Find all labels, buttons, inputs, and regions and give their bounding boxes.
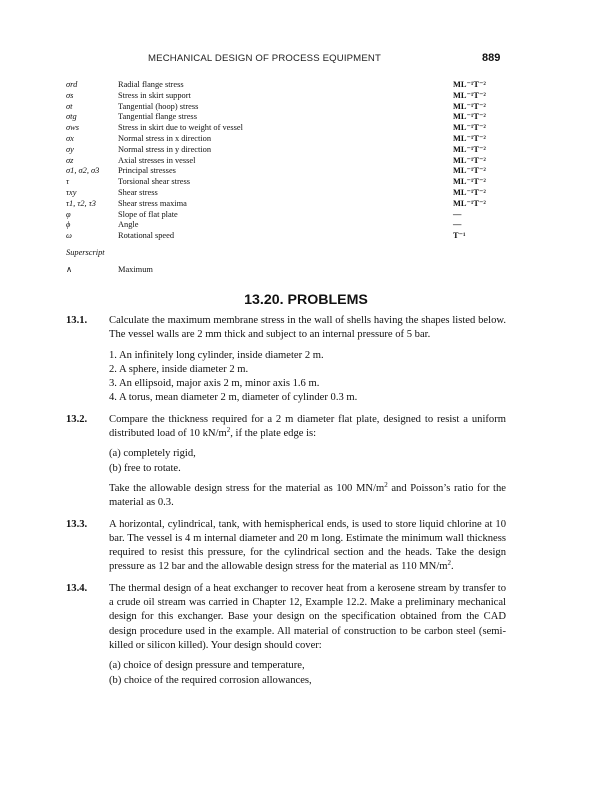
nomenclature-symbol: σz (66, 155, 74, 165)
list-item: (b) choice of the required corrosion allowances, (109, 674, 312, 686)
nomenclature-description: Tangential flange stress (118, 112, 197, 122)
nomenclature-dimension: T⁻¹ (453, 231, 466, 241)
problem-sublist (109, 659, 506, 688)
text-run: and Poisson’s ratio for the material as 0.3. (109, 482, 506, 509)
nomenclature-row (66, 220, 516, 231)
problem-text (109, 413, 506, 442)
nomenclature-dimension: ML⁻¹T⁻² (453, 112, 486, 122)
list-item: 3. An ellipsoid, major axis 2 m, minor axis 1.6 m. (109, 378, 320, 390)
nomenclature-symbol: σtg (66, 112, 77, 122)
list-item: 1. An infinitely long cylinder, inside diameter 2 m. (109, 349, 324, 361)
nomenclature-dimension: ML⁻¹T⁻² (453, 123, 486, 133)
nomenclature-description: Shear stress maxima (118, 198, 187, 208)
problem-text: Calculate the maximum membrane stress in the wall of shells having the shapes listed below. The vessel walls are 2 mm thick and subject to an internal pressure of 5 bar. (109, 315, 506, 341)
nomenclature-row (66, 177, 516, 188)
superscript: 2 (226, 426, 231, 435)
nomenclature-row (66, 156, 516, 167)
nomenclature-description: Shear stress (118, 187, 158, 197)
problem-13-1 (66, 314, 506, 406)
nomenclature-description: Angle (118, 220, 139, 230)
nomenclature-dimension: ML⁻¹T⁻² (453, 177, 486, 187)
nomenclature-symbol: ϕ (66, 220, 71, 230)
list-item: (b) free to rotate. (109, 462, 181, 474)
nomenclature-description: Torsional shear stress (118, 177, 190, 187)
nomenclature-symbol: τxy (66, 187, 77, 197)
nomenclature-description: Radial flange stress (118, 80, 184, 89)
nomenclature-description: Rotational speed (118, 231, 175, 241)
text-run: . (451, 561, 454, 573)
running-title: MECHANICAL DESIGN OF PROCESS EQUIPMENT (148, 53, 381, 64)
nomenclature-list (66, 80, 516, 276)
text-run: A horizontal, cylindrical, tank, with hemispherical ends, is used to store liquid chlorine at 10 bar. The vessel is 4 m internal diameter and 20 m long. Estimate the minimum wall thickness required to resist this pressure, for the cylindrical section and the heads. Take the design pressure as 12 bar and the allowable design stress for the material as 110 MN/m (109, 518, 506, 573)
list-item: (a) completely rigid, (109, 448, 196, 460)
nomenclature-row (66, 80, 516, 91)
nomenclature-description: Stress in skirt due to weight of vessel (118, 123, 243, 133)
page-number: 889 (482, 52, 501, 64)
list-item: 2. A sphere, inside diameter 2 m. (109, 363, 249, 375)
nomenclature-symbol: σws (66, 123, 79, 133)
nomenclature-symbol: σy (66, 144, 74, 154)
nomenclature-symbol: τ1, τ2, τ3 (66, 198, 96, 208)
problem-number: 13.4. (66, 582, 88, 594)
nomenclature-row (66, 188, 516, 199)
nomenclature-row (66, 210, 516, 221)
nomenclature-dimension: ML⁻¹T⁻² (453, 101, 486, 111)
problem-text: The thermal design of a heat exchanger to recover heat from a kerosene stream by transfer to a crude oil stream was carried in Chapter 12, Example 12.2. Make a preliminary mechanical design for this exchanger. Base your design on the specification obtained from the CAD design procedure used in the example. All material of construction to be carbon steel (semi-killed or silicon killed). Your design should cover: (109, 582, 506, 651)
nomenclature-row (66, 123, 516, 134)
nomenclature-symbol: σt (66, 101, 73, 111)
problem-note (109, 482, 506, 511)
nomenclature-row (66, 102, 516, 113)
superscript: 2 (384, 480, 388, 489)
nomenclature-description: Axial stresses in vessel (118, 155, 196, 165)
superscript-heading: Superscript (66, 247, 105, 257)
nomenclature-description: Tangential (hoop) stress (118, 101, 199, 111)
problem-sublist (109, 349, 506, 406)
nomenclature-dimension: — (453, 220, 462, 230)
nomenclature-row (66, 199, 516, 210)
nomenclature-description: Normal stress in x direction (118, 133, 212, 143)
nomenclature-description: Principal stresses (118, 166, 176, 176)
nomenclature-dimension: ML⁻¹T⁻² (453, 166, 486, 176)
nomenclature-dimension: ML⁻¹T⁻² (453, 90, 486, 100)
problems-list (66, 314, 506, 695)
nomenclature-symbol: σx (66, 133, 74, 143)
superscript: 2 (447, 559, 452, 568)
nomenclature-symbol: ω (66, 231, 72, 241)
problem-13-2 (66, 413, 506, 511)
nomenclature-description: Slope of flat plate (118, 209, 178, 219)
nomenclature-dimension: ML⁻¹T⁻² (453, 198, 486, 208)
nomenclature-dimension: ML⁻¹T⁻² (453, 144, 486, 154)
problem-text (109, 518, 506, 575)
nomenclature-dimension: ML⁻¹T⁻² (453, 187, 486, 197)
nomenclature-symbol: φ (66, 209, 71, 219)
nomenclature-row (66, 265, 516, 276)
section-heading: 13.20. PROBLEMS (244, 292, 368, 308)
nomenclature-dimension: ML⁻¹T⁻² (453, 155, 486, 165)
nomenclature-row (66, 145, 516, 156)
nomenclature-row (66, 112, 516, 123)
problem-number: 13.2. (66, 413, 88, 425)
nomenclature-symbol: ∧ (66, 264, 73, 274)
problem-number: 13.3. (66, 518, 88, 530)
nomenclature-description: Stress in skirt support (118, 90, 191, 100)
problem-13-3 (66, 518, 506, 575)
nomenclature-description: Normal stress in y direction (118, 144, 212, 154)
nomenclature-symbol: τ (66, 177, 69, 187)
text-run: Compare the thickness required for a 2 m diameter flat plate, designed to resist a uniform distributed load of 10 kN/m (109, 413, 506, 440)
nomenclature-description: Maximum (118, 264, 153, 274)
nomenclature-symbol: σrd (66, 80, 78, 89)
list-item: (a) choice of design pressure and temperature, (109, 660, 305, 672)
nomenclature-dimension: — (453, 209, 462, 219)
nomenclature-row (66, 231, 516, 242)
problem-number: 13.1. (66, 315, 88, 326)
nomenclature-row (66, 91, 516, 102)
text-run: Take the allowable design stress for the material as 100 MN/m (109, 482, 385, 494)
nomenclature-symbol: σ1, σ2, σ3 (66, 166, 100, 176)
problem-sublist (109, 447, 506, 476)
nomenclature-symbol: σs (66, 90, 74, 100)
problem-13-4 (66, 582, 506, 688)
list-item: 4. A torus, mean diameter 2 m, diameter of cylinder 0.3 m. (109, 392, 358, 404)
text-run: , if the plate edge is: (230, 428, 317, 440)
nomenclature-row (66, 166, 516, 177)
nomenclature-dimension: ML⁻¹T⁻² (453, 80, 486, 89)
running-header (0, 53, 612, 67)
nomenclature-dimension: ML⁻¹T⁻² (453, 133, 486, 143)
nomenclature-row (66, 134, 516, 145)
